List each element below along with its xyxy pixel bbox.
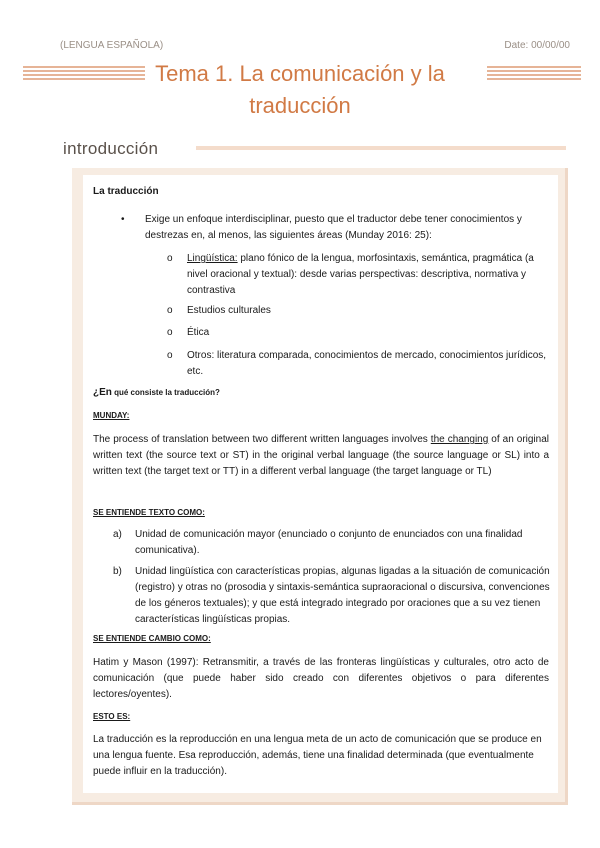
- header-subject: (LENGUA ESPAÑOLA): [60, 40, 164, 51]
- texto-item-b: Unidad lingüística con características propias, algunas ligadas a la situación de comunicación (registro) y otras no (prosodia y sintaxis-semántica supraoracional o discursiva, convenciones de los géneros textuales); y que está integrado integrado por oraciones que a su vez tienen características lingüísticas propias.: [135, 566, 550, 625]
- cambio-label: SE ENTIENDE CAMBIO COMO:: [93, 634, 211, 643]
- sub-item-estudios: Estudios culturales: [187, 305, 271, 316]
- sub-item-etica: Ética: [187, 327, 210, 338]
- question-text: qué consiste la traducción?: [111, 388, 220, 397]
- bullet-circle-icon: o: [167, 253, 173, 264]
- page-title: Tema 1. La comunicación y la traducción: [155, 61, 445, 118]
- cambio-paragraph: Hatim y Mason (1997): Retransmitir, a través de las fronteras lingüísticas y culturales, otro acto de comunicación (que puede haber sido creado con diferentes objetivos o para diferentes lectores/oyentes).: [93, 657, 549, 700]
- sub-item-label: Lingüística:: [187, 253, 238, 264]
- sub-item-text: plano fónico de la lengua, morfosintaxis, semántica, pragmática (a nivel oracional y textual): desde varias perspectivas: descriptiva, normativa y contrastiva: [187, 253, 534, 296]
- box-heading: La traducción: [93, 186, 159, 197]
- munday-text-a: The process of translation between two different written languages involves: [93, 434, 431, 445]
- bullet-circle-icon: o: [167, 327, 173, 338]
- list-marker-b: b): [113, 566, 122, 577]
- decorative-stripes-right: [487, 66, 581, 80]
- munday-underlined: the changing: [430, 434, 489, 445]
- list-marker-a: a): [113, 529, 122, 540]
- question-word: ¿En: [93, 387, 112, 398]
- bullet-circle-icon: o: [167, 305, 173, 316]
- content-box: [83, 175, 558, 793]
- texto-label: SE ENTIENDE TEXTO COMO:: [93, 508, 205, 517]
- sub-item-otros: Otros: literatura comparada, conocimientos de mercado, conocimientos jurídicos, etc.: [187, 350, 547, 377]
- sub-item-linguistica: [187, 251, 547, 299]
- bullet-circle-icon: o: [167, 350, 173, 361]
- section-divider: [196, 146, 566, 150]
- bullet-text: Exige un enfoque interdisciplinar, puesto que el traductor debe tener conocimientos y destrezas en, al menos, las siguientes áreas (Munday 2016: 25):: [145, 214, 522, 241]
- bullet-disc-icon: •: [121, 214, 125, 225]
- munday-label: MUNDAY:: [93, 411, 130, 420]
- question-heading: [93, 385, 220, 401]
- esto-label: ESTO ES:: [93, 712, 131, 721]
- esto-paragraph: La traducción es la reproducción en una lengua meta de un acto de comunicación que se produce en una lengua fuente. Esa reproducción, además, tiene una finalidad determinada (que eventualmente puede influir en la traducción).: [93, 734, 542, 777]
- munday-text-b: of an original written text (the source text or ST) in the original verbal language (the source language or SL) into a written text (the target text or TT) in a different verbal language (the target language or TL): [93, 434, 550, 477]
- munday-paragraph: [93, 432, 549, 480]
- texto-item-a: Unidad de comunicación mayor (enunciado o conjunto de enunciados con una finalidad comunicativa).: [135, 529, 523, 556]
- section-heading: introducción: [63, 139, 159, 158]
- header-date: Date: 00/00/00: [504, 40, 570, 51]
- decorative-stripes-left: [23, 66, 145, 80]
